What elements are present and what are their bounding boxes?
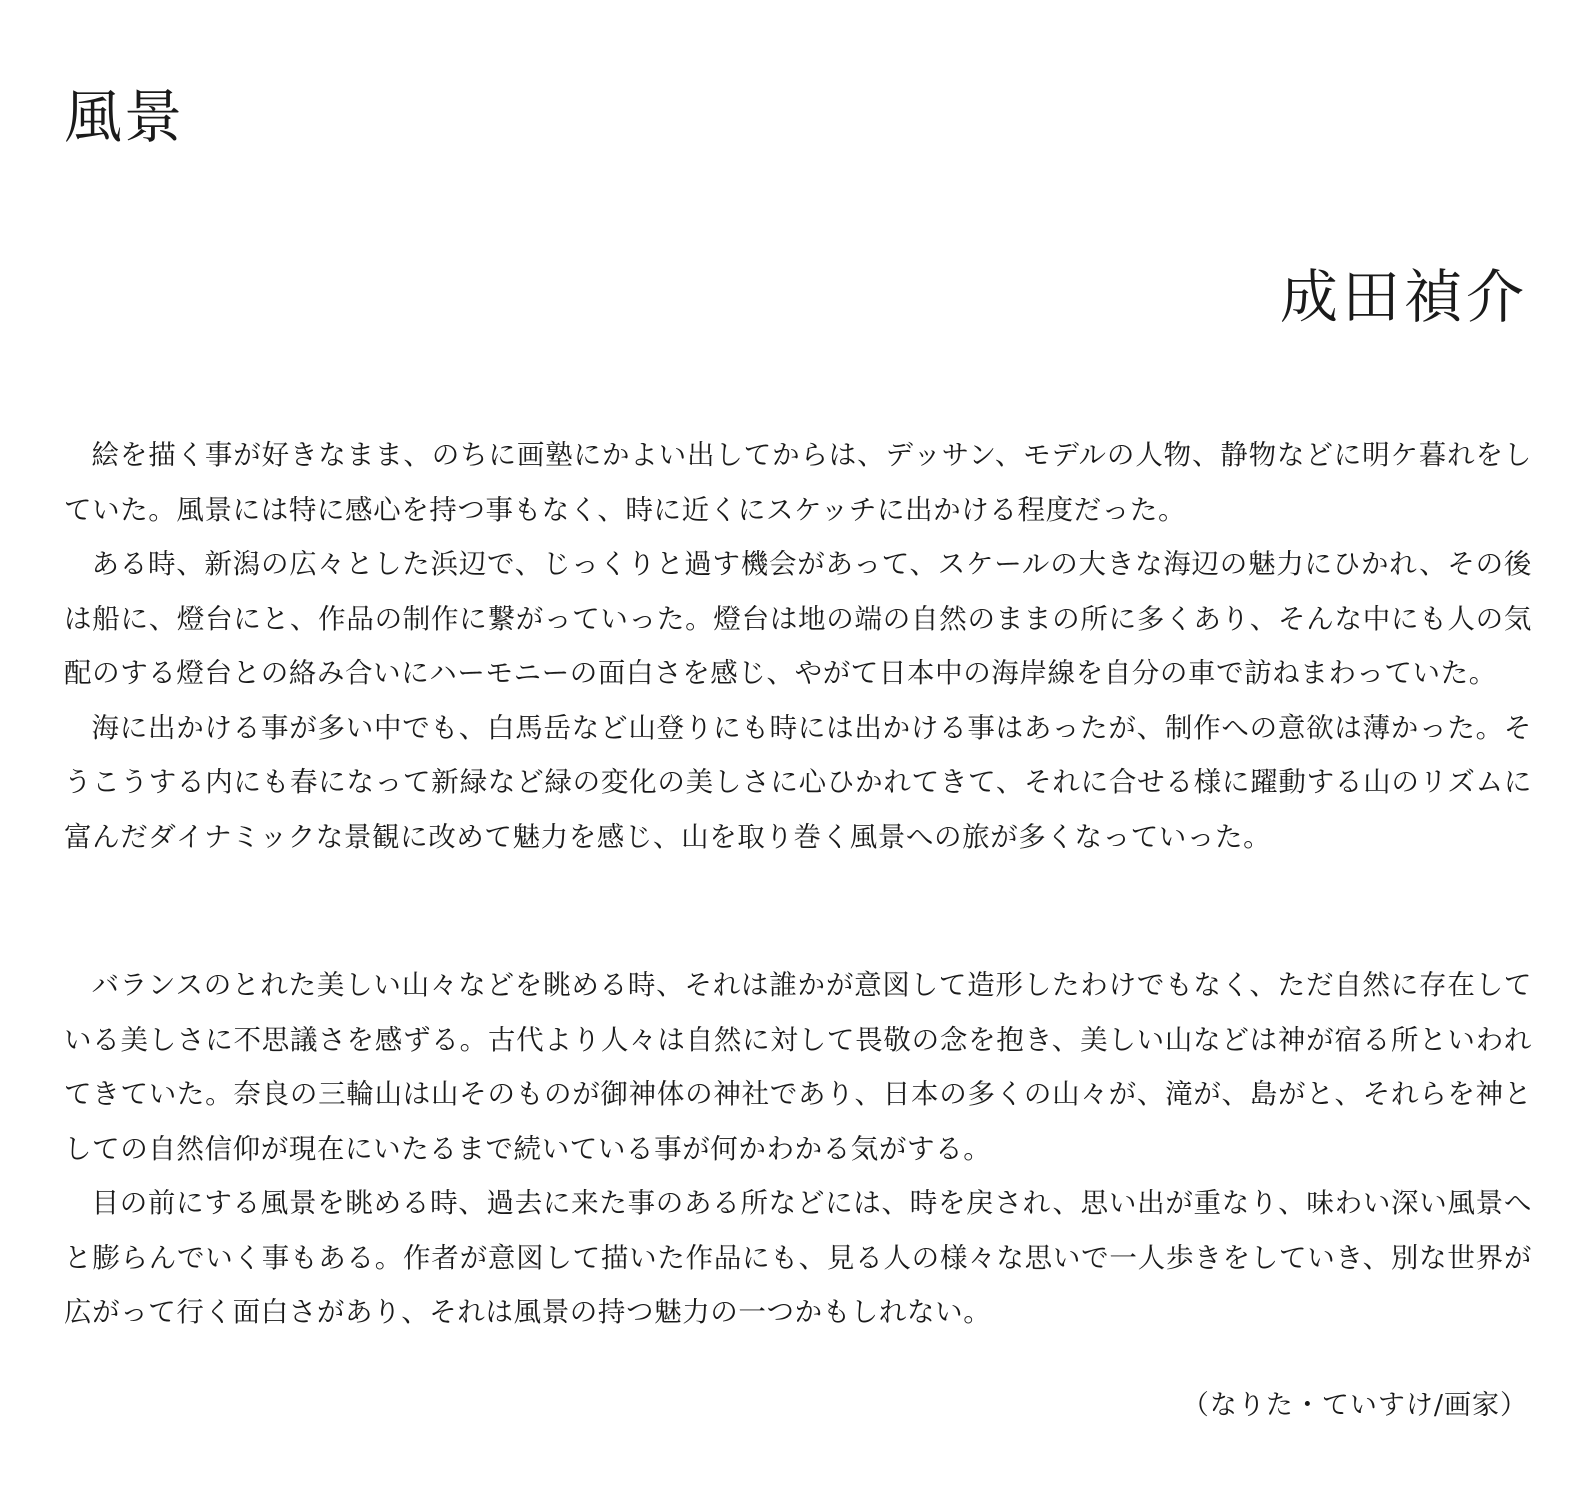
- page-title: 風景: [64, 83, 185, 151]
- paragraph: 海に出かける事が多い中でも、白馬岳など山登りにも時には出かける事はあったが、制作への意欲は薄かった。そうこうする内にも春になって新緑など緑の変化の美しさに心ひかれてきて、それに合せる様に躍動する山のリズムに富んだダイナミックな景観に改めて魅力を感じ、山を取り巻く風景への旅が多くなっていった。: [64, 711, 1532, 853]
- paragraph: 絵を描く事が好きなまま、のちに画塾にかよい出してからは、デッサン、モデルの人物、静物などに明ケ暮れをしていた。風景には特に感心を持つ事もなく、時に近くにスケッチに出かける程度だった。: [64, 439, 1532, 526]
- author-name: 成田禎介: [1279, 263, 1528, 331]
- author-credit: （なりた・ていすけ/画家）: [1181, 1390, 1528, 1421]
- essay-section-1: [64, 428, 1532, 864]
- paragraph: 目の前にする風景を眺める時、過去に来た事のある所などには、時を戻され、思い出が重なり、味わい深い風景へと膨らんでいく事もある。作者が意図して描いた作品にも、見る人の様々な思いで一人歩きをしていき、別な世界が広がって行く面白さがあり、それは風景の持つ魅力の一つかもしれない。: [64, 1187, 1532, 1328]
- paragraph: ある時、新潟の広々とした浜辺で、じっくりと過す機会があって、スケールの大きな海辺の魅力にひかれ、その後は船に、燈台にと、作品の制作に繋がっていった。燈台は地の端の自然のままの所に多くあり、そんな中にも人の気配のする燈台との絡み合いにハーモニーの面白さを感じ、やがて日本中の海岸線を自分の車で訪ねまわっていた。: [64, 548, 1532, 689]
- paragraph: バランスのとれた美しい山々などを眺める時、それは誰かが意図して造形したわけでもなく、ただ自然に存在している美しさに不思議さを感ずる。古代より人々は自然に対して畏敬の念を抱き、美しい山などは神が宿る所といわれてきていた。奈良の三輪山は山そのものが御神体の神社であり、日本の多くの山々が、滝が、島がと、それらを神としての自然信仰が現在にいたるまで続いている事が何かわかる気がする。: [64, 969, 1532, 1165]
- essay-section-2: [64, 958, 1532, 1340]
